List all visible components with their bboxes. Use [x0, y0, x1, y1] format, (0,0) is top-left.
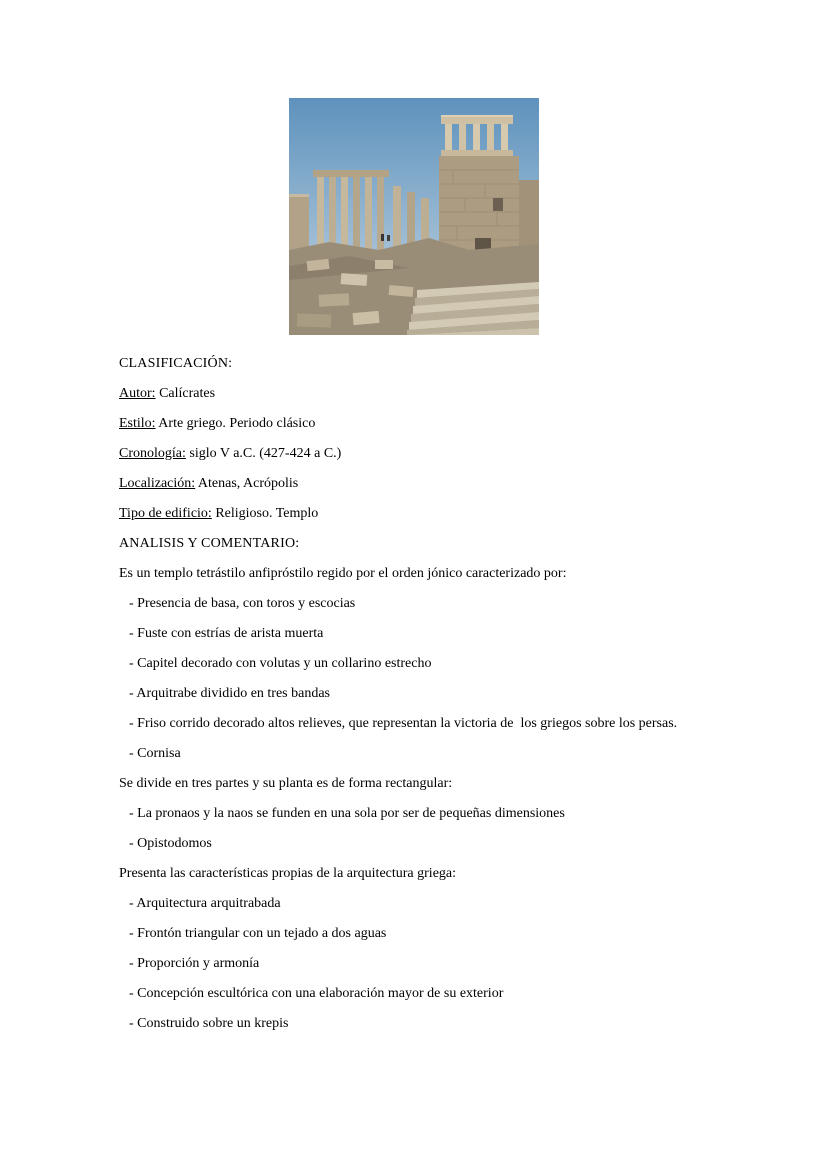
- list-item-cornisa: - Cornisa: [129, 746, 181, 761]
- field-cronologia: [119, 445, 710, 463]
- list-item-krepis: - Construido sobre un krepis: [129, 1016, 289, 1031]
- paragraph-orden-jonico: Es un templo tetrástilo anfipróstilo regido por el orden jónico caracterizado por:: [119, 566, 567, 581]
- list-item-fronton: - Frontón triangular con un tejado a dos aguas: [129, 926, 387, 941]
- paragraph-caracteristicas: Presenta las características propias de la arquitectura griega:: [119, 866, 457, 881]
- field-tipo-edificio: [119, 505, 710, 523]
- list-item-friso: - Friso corrido decorado altos relieves, que representan la victoria de los griegos sobre los persas.: [129, 716, 678, 731]
- list-item-basa: - Presencia de basa, con toros y escocias: [129, 596, 356, 611]
- list-item-proporcion: - Proporción y armonía: [129, 956, 260, 971]
- list-item-capitel: - Capitel decorado con volutas y un collarino estrecho: [129, 656, 432, 671]
- analysis-heading: ANALISIS Y COMENTARIO:: [119, 536, 300, 551]
- nike-temple: [441, 115, 513, 156]
- classification-heading: CLASIFICACIÓN:: [119, 356, 233, 371]
- field-cronologia-value: siglo V a.C. (427-424 a C.): [185, 446, 342, 461]
- list-item-arquitrabe: - Arquitrabe dividido en tres bandas: [129, 686, 331, 701]
- acropolis-photo: [289, 98, 539, 335]
- field-estilo-label: Estilo:: [119, 416, 156, 431]
- field-localizacion-label: Localización:: [119, 476, 196, 491]
- acropolis-photo-svg: [289, 98, 539, 335]
- field-cronologia-label: Cronología:: [119, 446, 186, 461]
- list-item-fuste: - Fuste con estrías de arista muerta: [129, 626, 324, 641]
- field-estilo-value: Arte griego. Periodo clásico: [155, 416, 316, 431]
- marble-steps: [407, 282, 539, 335]
- field-autor-label: Autor:: [119, 386, 156, 401]
- field-autor: [119, 385, 710, 403]
- list-item-arquitrabada: - Arquitectura arquitrabada: [129, 896, 281, 911]
- field-tipo-edificio-value: Religioso. Templo: [211, 506, 319, 521]
- field-estilo: [119, 415, 710, 433]
- field-localizacion-value: Atenas, Acrópolis: [195, 476, 299, 491]
- list-item-opistodomos: - Opistodomos: [129, 836, 212, 851]
- field-tipo-edificio-label: Tipo de edificio:: [119, 506, 212, 521]
- list-item-concepcion: - Concepción escultórica con una elaboración mayor de su exterior: [129, 986, 504, 1001]
- paragraph-planta: Se divide en tres partes y su planta es de forma rectangular:: [119, 776, 453, 791]
- field-autor-value: Calícrates: [155, 386, 216, 401]
- field-localizacion: [119, 475, 710, 493]
- list-item-pronaos: - La pronaos y la naos se funden en una sola por ser de pequeñas dimensiones: [129, 806, 565, 821]
